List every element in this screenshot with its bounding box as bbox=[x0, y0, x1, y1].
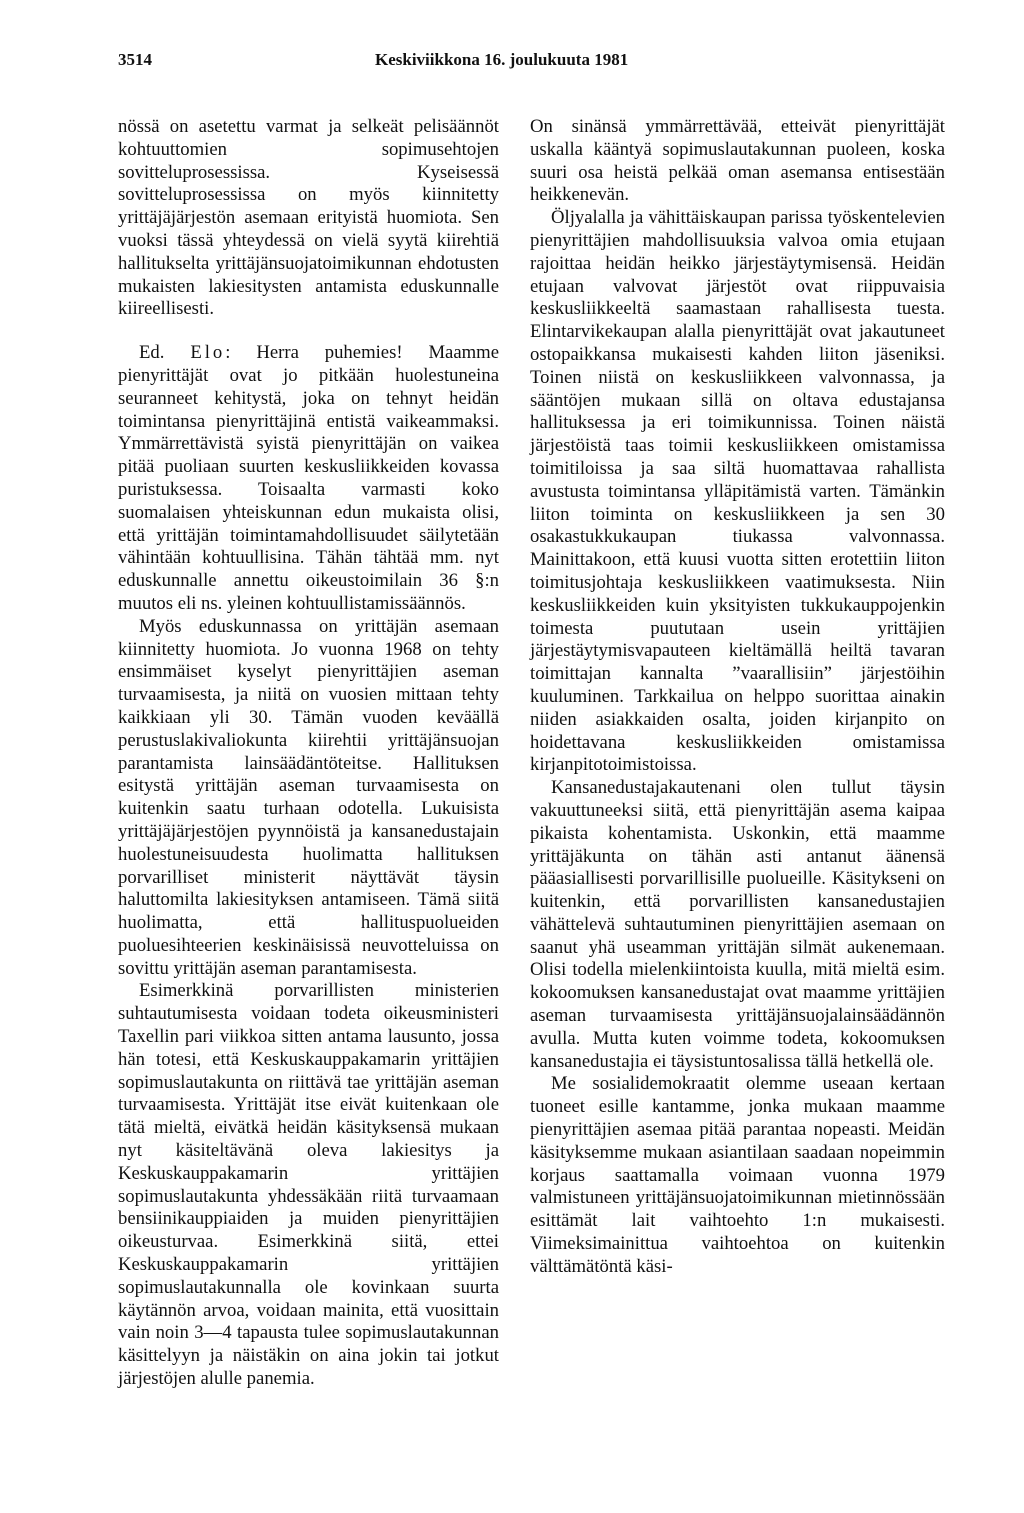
right-column bbox=[530, 116, 945, 1279]
speech-text: Herra puhemies! Maamme pienyrittäjät ovat jo pitkään huolestuneina seuranneet kehitystä, joka on tehnyt heidän toimintansa pienyrittäjinä entistä vaikeammaksi. Ymmärrettävistä syistä pienyrittäjän on vaikea pitää puoliaan suurten keskusliikkeiden kovassa puristuksessa. Toisaalta varmasti koko suomalaisen yhteiskunnan edun mukaista olisi, että yrittäjän toimintamahdollisuudet säilytetään vähintään kohtuullisina. Tähän tähtää mm. nyt eduskunnalle annettu oikeustoimilain 36 §:n muutos eli ns. yleinen kohtuullistamissäännös. bbox=[118, 342, 500, 614]
speaker-separator: : bbox=[225, 342, 231, 364]
paragraph: Öljyalalla ja vähittäiskaupan parissa työskentelevien pienyrittäjien mahdollisuuksia valvoa omia etujaan rajoittaa heidän heikko järjestäytymisensä. Heidän etujaan valvovat järjestöt ovat riippuvaisia keskusliikkeeltä saamastaan rahallisesta tuesta. Elintarvikekaupan alalla pienyrittäjät ovat jakautuneet ostopaikkansa mukaisesti kahden liiton jäseniksi. Toinen niistä on keskusliikkeen valvonnassa, ja sääntöjen mukaan sillä on oltava edustajansa hallituksessa ja eri toimikunnissa. Toinen näistä järjestöistä taas toimii keskusliikkeen omistamissa toimitiloissa ja saa siltä huomattavaa rahallista avustusta toimintansa ylläpitämistä varten. Tämänkin liiton toiminta on keskusliikkeen ja sen 30 osakastukkukaupan tiukassa valvonnassa. Mainittakoon, että kuusi vuotta sitten erotettiin liiton toimitusjohtaja keskusliikkeen vaatimuksesta. Niin keskusliikkeiden kuin yksityisten tukkukauppojenkin toimesta puututaan usein yrittäjien järjestäytymisvapauteen kieltämällä heiltä tavaran toimittajan kannalta ”vaarallisiin” järjestöihin kuuluminen. Tarkkailua on helppo suorittaa ainakin niiden asiakkaiden osalta, joiden kirjanpito on hoidettavana keskusliikkeiden omistamissa kirjanpitotoimistoissa. bbox=[530, 207, 945, 776]
speaker-name: Elo bbox=[190, 342, 226, 364]
paragraph: Kansanedustajakautenani olen tullut täysin vakuuttuneeksi siitä, että pienyrittäjän asema kaipaa pikaista kohentamista. Uskonkin, että maamme yrittäjäkunta on tähän asti antanut äänensä pääasiallisesti porvarillisille puolueille. Käsitykseni on kuitenkin, että porvarillisten kansanedustajien vähättelevä suhtautuminen pienyrittäjien asemaan on saanut yhä useamman yrittäjän silmät aukenemaan. Olisi todella mielenkiintoista kuulla, mitä mieltä esim. kokoomuksen kansanedustajat ovat maamme yrittäjien aseman turvaamisesta yrittäjänsuojalainsäädännön avulla. Mutta kuten voimme todeta, kokoomuksen kansanedustajia ei täysistuntosalissa tällä hetkellä ole. bbox=[530, 777, 945, 1072]
page-header bbox=[118, 50, 968, 74]
paragraph: Myös eduskunnassa on yrittäjän asemaan kiinnitetty huomiota. Jo vuonna 1968 on tehty ensimmäiset kyselyt pienyrittäjien aseman turvaamisesta, ja niitä on vuosien mittaan tehty kaikkiaan yli 30. Tämän vuoden keväällä perustuslakivaliokunta kiirehtii yrittäjänsuojan parantamista lainsäädäntöteitse. Hallituksen esitystä yrittäjän aseman turvaamisesta on kuitenkin saatu turhaan odotella. Lukuisista yrittäjäjärjestöjen pyynnöistä ja kansanedustajain huolestuneisuudesta huolimatta hallituksen porvarilliset ministerit näyttävät täysin haluttomilta lakiesityksen antamiseen. Tämä siitä huolimatta, että hallituspuolueiden puoluesihteerien keskinäisissä neuvotteluissa on sovittu yrittäjän aseman parantamisesta. bbox=[118, 615, 499, 979]
page-number: 3514 bbox=[118, 50, 152, 69]
header-date-title: Keskiviikkona 16. joulukuuta 1981 bbox=[375, 50, 629, 69]
speaker-prefix: Ed. bbox=[139, 342, 165, 364]
paragraph: Esimerkkinä porvarillisten ministerien suhtautumisesta voidaan todeta oikeusministeri Taxellin pari viikkoa sitten antama lausunto, jossa hän totesi, että Keskuskauppakamarin yrittäjien sopimuslautakunta on riittävä tae yrittäjän aseman turvaamisesta. Yrittäjät itse eivät kuitenkaan ole tätä mieltä, eivätkä heidän käsityksensä mukaan nyt käsiteltävänä oleva lakiesitys ja Keskuskauppakamarin yrittäjien sopimuslautakunta yhdessäkään riitä turvaamaan bensiinikauppiaiden ja muiden pienyrittäjien oikeusturvaa. Esimerkkinä siitä, ettei Keskuskauppakamarin yrittäjien sopimuslautakunnalla ole kovinkaan suurta käytännön arvoa, voidaan mainita, että vuosittain vain noin 3—4 tapausta tulee sopimuslautakunnan käsittelyyn ja näistäkin on aina jokin tai jotkut järjestöjen alulle panemia. bbox=[118, 980, 499, 1390]
left-column bbox=[118, 116, 499, 1391]
speaker-paragraph bbox=[118, 342, 499, 616]
paragraph: nössä on asetettu varmat ja selkeät pelisäännöt kohtuuttomien sopimusehtojen sovitteluprosessissa. Kyseisessä sovitteluprosessissa on myös kiinnitetty yrittäjäjärjestön asemaan erityistä huomiota. Sen vuoksi tässä yhteydessä on vielä syytä kiirehtiä hallitukselta yrittäjänsuojatoimikunnan ehdotusten mukaisten lakiesitysten antamista eduskunnalle kiireellisesti. bbox=[118, 116, 499, 320]
paragraph: On sinänsä ymmärrettävää, etteivät pienyrittäjät uskalla kääntyä sopimuslautakunnan puoleen, koska suuri osa heistä pelkää oman asemansa entisestään heikkenevän. bbox=[530, 116, 945, 206]
paragraph: Me sosialidemokraatit olemme useaan kertaan tuoneet esille kantamme, jonka mukaan maamme pienyrittäjien asemaa pitää parantaa nopeasti. Meidän käsityksemme mukaan asiantilaan saadaan nopeimmin korjaus saattamalla voimaan vuonna 1979 valmistuneen yrittäjänsuojatoimikunnan mietinnössään esittämät lait vaihtoehto 1:n mukaisesti. Viimeksimainittua vaihtoehtoa on kuitenkin välttämätöntä käsi- bbox=[530, 1073, 945, 1277]
